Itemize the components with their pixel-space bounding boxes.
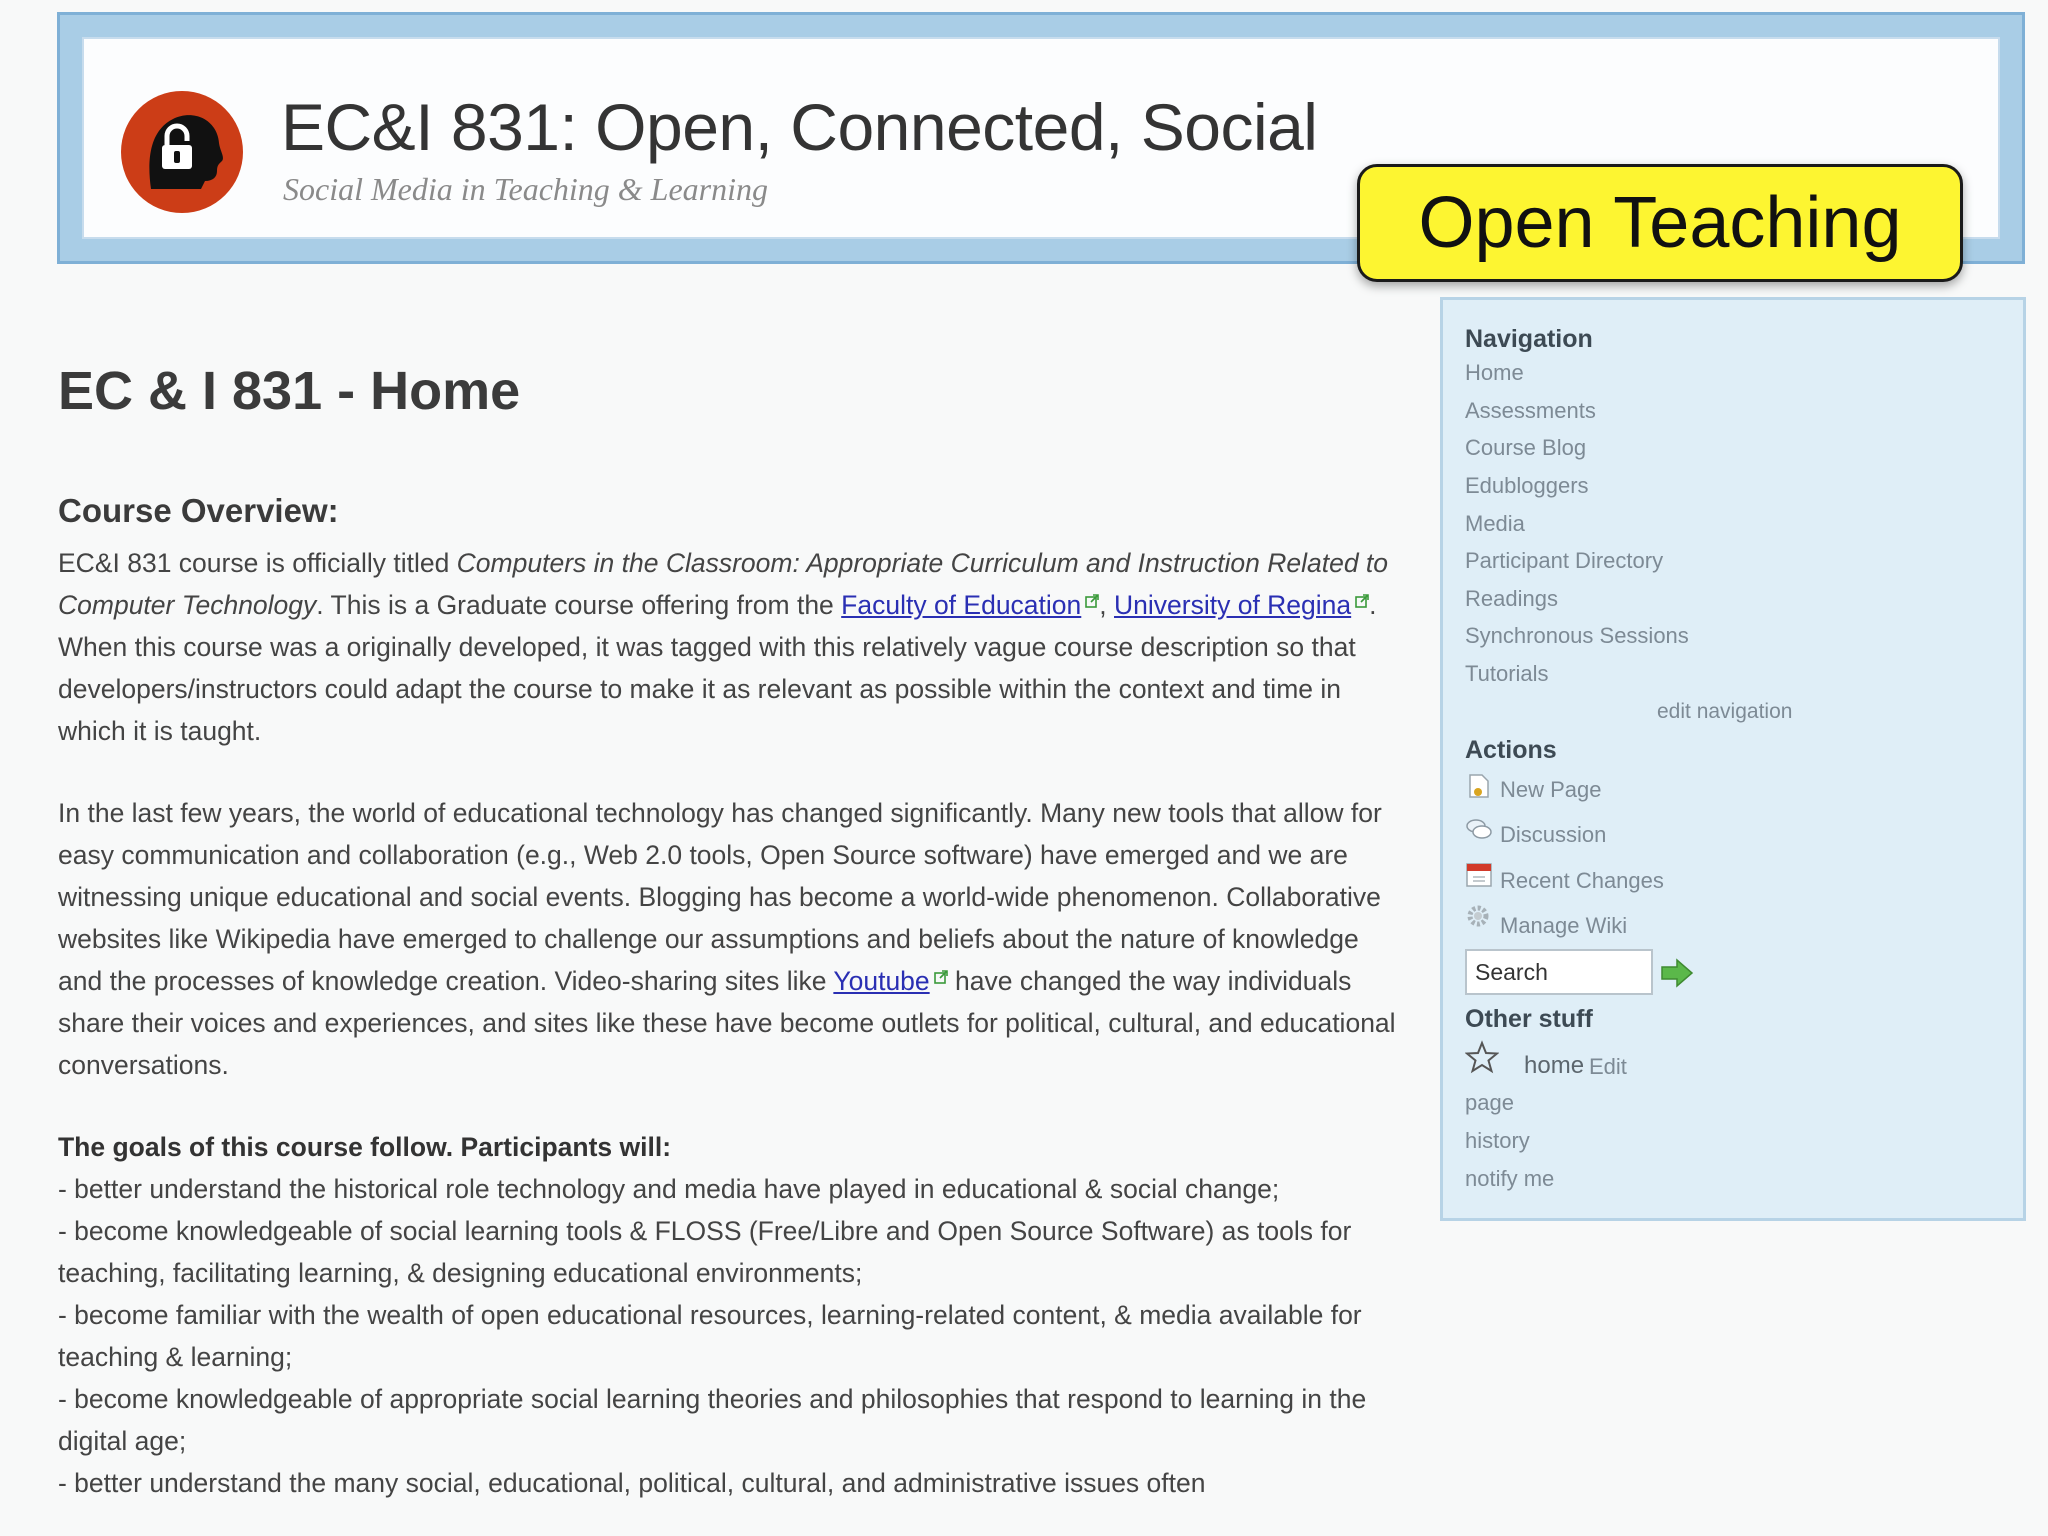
course-goals: [58, 1126, 1403, 1504]
goal-item: - become knowledgeable of social learning tools & FLOSS (Free/Libre and Open Source Software) as tools for teaching, facilitating learning, & designing educational environments;: [58, 1216, 1352, 1288]
technology-text: In the last few years, the world of educational technology has changed significantly. Many new tools that allow for easy communication and collaboration (e.g., Web 2.0 tools, Open Source software) have emerged and we are witnessing unique educational and social events. Blogging has become a world-wide phenomenon. Collaborative websites like Wikipedia have emerged to challenge our assumptions and beliefs about the nature of knowledge and the processes of knowledge creation. Video-sharing sites like: [58, 798, 1382, 996]
gear-icon: [1465, 903, 1493, 931]
watch-page-label: home: [1524, 1052, 1585, 1079]
discussion-icon: [1465, 815, 1493, 843]
padlock-head-icon[interactable]: [121, 91, 243, 213]
page-link[interactable]: page: [1465, 1090, 1514, 1115]
nav-item-tutorials[interactable]: Tutorials: [1465, 661, 1549, 686]
nav-item-course-blog[interactable]: Course Blog: [1465, 435, 1587, 460]
action-manage-wiki[interactable]: Manage Wiki: [1500, 913, 1628, 938]
technology-paragraph: [58, 792, 1403, 1086]
action-discussion[interactable]: Discussion: [1500, 822, 1607, 847]
action-recent-changes[interactable]: Recent Changes: [1500, 868, 1664, 893]
goal-item: - become knowledgeable of appropriate social learning theories and philosophies that respond to learning in the digital age;: [58, 1384, 1367, 1456]
sidebar: [1440, 297, 2026, 1221]
nav-item-participant-directory[interactable]: Participant Directory: [1465, 548, 1664, 573]
overview-text: . When this course was a originally developed, it was tagged with this relatively vague course description so that developers/instructors could adapt the course to make it as relevant as possible within the context and time in which it is taught.: [58, 590, 1377, 746]
nav-item-assessments[interactable]: Assessments: [1465, 398, 1596, 423]
new-page-icon: [1465, 772, 1493, 800]
external-link-icon: [934, 970, 948, 984]
overview-paragraph: [58, 542, 1403, 752]
site-subtitle: Social Media in Teaching & Learning: [283, 171, 769, 207]
green-arrow-icon[interactable]: [1659, 956, 1695, 990]
official-course-title: Computers in the Classroom: Appropriate Curriculum and Instruction Related to Computer Technology: [58, 548, 1389, 620]
goal-item: - become familiar with the wealth of open educational resources, learning-related content, & media available for teaching & learning;: [58, 1300, 1362, 1372]
goal-item: - better understand the historical role technology and media have played in educational & social change;: [58, 1174, 1280, 1204]
site-title[interactable]: EC&I 831: Open, Connected, Social: [281, 90, 1318, 164]
external-link-icon: [1355, 594, 1369, 608]
actions-heading: Actions: [1465, 736, 1557, 764]
overview-text: EC&I 831 course is officially titled: [58, 548, 457, 578]
overview-text: . This is a Graduate course offering from the: [316, 590, 842, 620]
action-new-page[interactable]: New Page: [1500, 777, 1602, 802]
technology-text: have changed the way individuals share their voices and experiences, and sites like these have become outlets for political, cultural, and educational conversations.: [58, 966, 1396, 1080]
nav-item-synchronous-sessions[interactable]: Synchronous Sessions: [1465, 623, 1689, 648]
edit-navigation-link[interactable]: edit navigation: [1657, 700, 1793, 723]
overview-text: ,: [1099, 590, 1115, 620]
course-overview-heading: Course Overview:: [58, 492, 339, 529]
other-stuff-heading: Other stuff: [1465, 1005, 1593, 1033]
search-input[interactable]: [1465, 949, 1653, 995]
nav-item-home[interactable]: Home: [1465, 360, 1524, 385]
university-of-regina-link[interactable]: University of Regina: [1114, 590, 1352, 620]
nav-item-edubloggers[interactable]: Edubloggers: [1465, 473, 1589, 498]
nav-item-media[interactable]: Media: [1465, 511, 1525, 536]
star-icon[interactable]: [1465, 1040, 1499, 1074]
external-link-icon: [1085, 594, 1099, 608]
goal-item: - better understand the many social, educational, political, cultural, and administrative issues often: [58, 1468, 1206, 1498]
open-teaching-callout: Open Teaching: [1357, 164, 1963, 282]
goals-heading: The goals of this course follow. Participants will:: [58, 1132, 672, 1162]
youtube-link[interactable]: Youtube: [833, 966, 930, 996]
page-title: EC & I 831 - Home: [58, 361, 521, 421]
calendar-icon: [1465, 860, 1493, 888]
faculty-of-education-link[interactable]: Faculty of Education: [841, 590, 1082, 620]
nav-item-readings[interactable]: Readings: [1465, 586, 1558, 611]
navigation-heading: Navigation: [1465, 325, 1593, 353]
history-link[interactable]: history: [1465, 1128, 1530, 1153]
main-content: [58, 360, 1403, 1498]
edit-link[interactable]: Edit: [1589, 1054, 1627, 1079]
notify-me-link[interactable]: notify me: [1465, 1166, 1555, 1191]
